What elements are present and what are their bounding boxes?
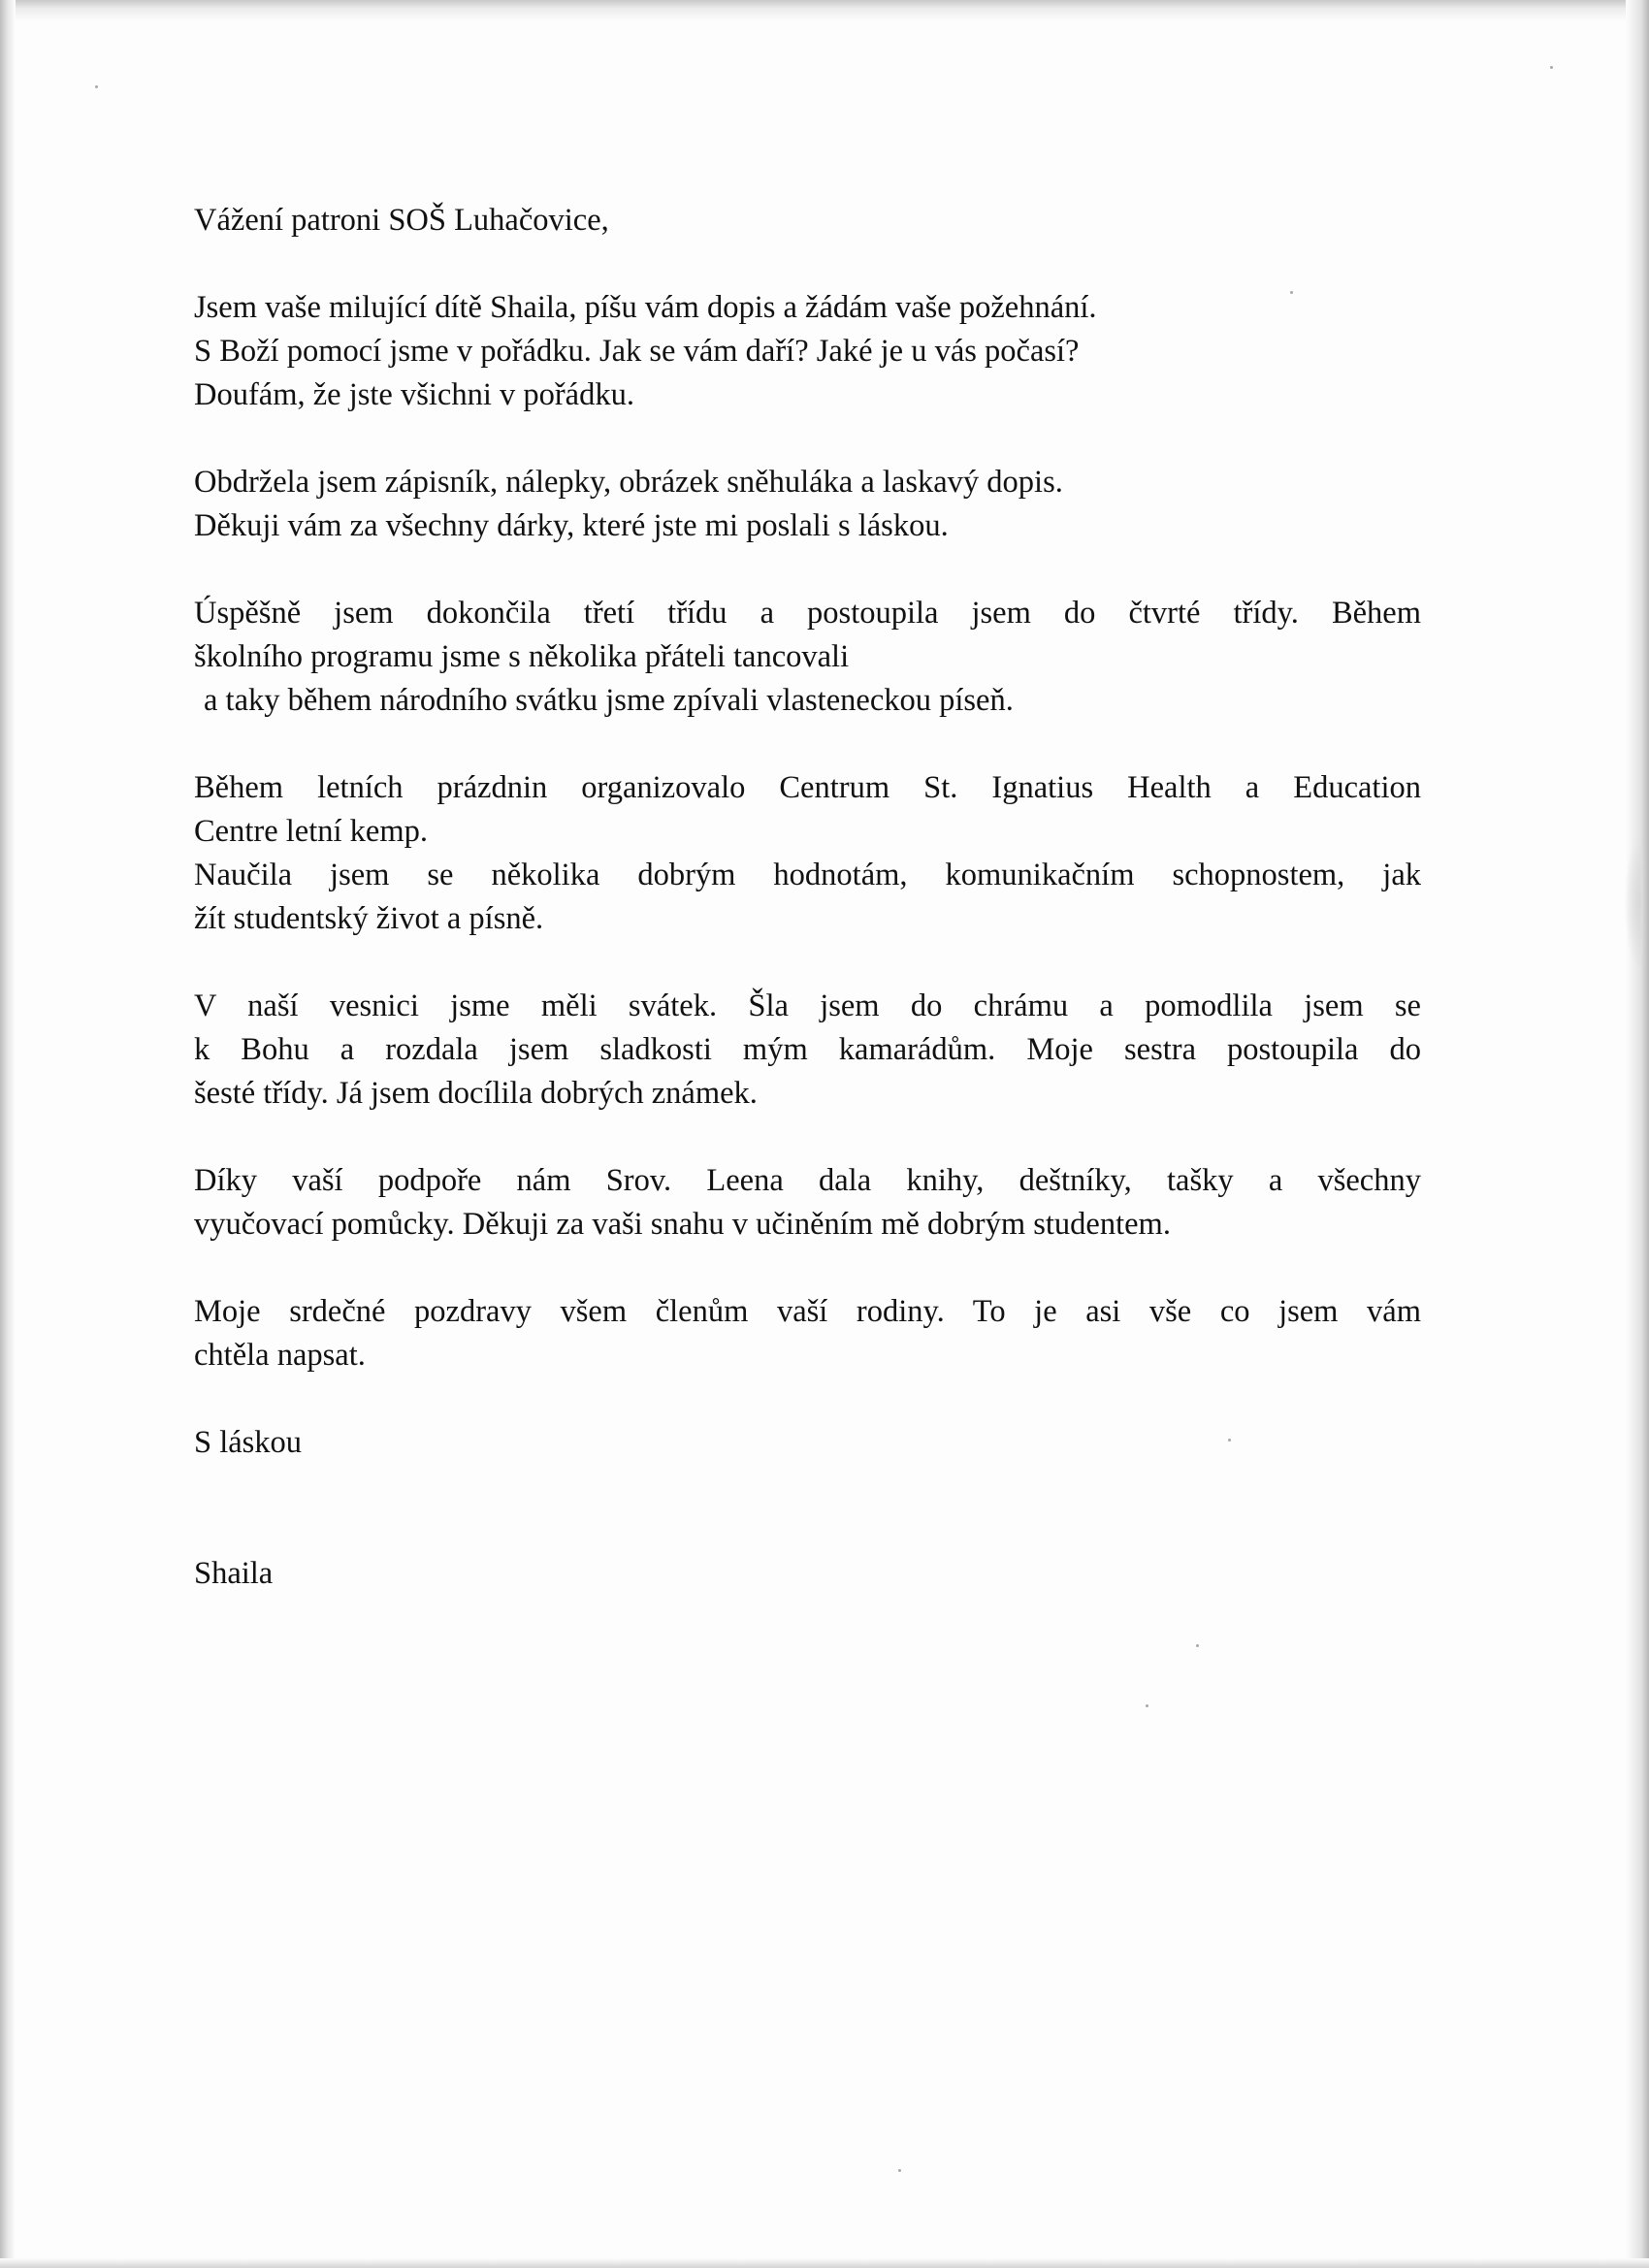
paragraph-line: Během letních prázdnin organizovalo Centrum St. Ignatius Health a Education (194, 770, 1421, 805)
paragraph-line: Děkuji vám za všechny dárky, které jste mi poslali s láskou. (194, 508, 949, 543)
paragraph-line: školního programu jsme s několika přáteli tancovali (194, 639, 850, 674)
paper-edge-right (1626, 0, 1649, 2268)
paragraph-line: šesté třídy. Já jsem docílila dobrých známek. (194, 1076, 758, 1111)
paper-speck (898, 2169, 901, 2172)
paragraph-line: S Boží pomocí jsme v pořádku. Jak se vám daří? Jaké je u vás počasí? (194, 334, 1080, 369)
salutation: Vážení patroni SOŠ Luhačovice, (194, 203, 609, 238)
paper-edge-left (0, 0, 16, 2268)
salutation-block (194, 199, 1421, 243)
paragraph-line: Moje srdečné pozdravy všem členům vaší rodiny. To je asi vše co jsem vám (194, 1294, 1421, 1329)
signature: Shaila (194, 1556, 274, 1591)
paragraph-line: vyučovací pomůcky. Děkuji za vaši snahu v učiněním mě dobrým studentem. (194, 1207, 1171, 1242)
paragraph-line: Naučila jsem se několika dobrým hodnotám, komunikačním schopnostem, jak (194, 858, 1421, 892)
paragraph-line: Úspěšně jsem dokončila třetí třídu a postoupila jsem do čtvrté třídy. Během (194, 596, 1421, 631)
paper-speck (1196, 1644, 1199, 1647)
paragraph (194, 286, 1421, 417)
paragraph (194, 461, 1421, 548)
paragraph (194, 1159, 1421, 1247)
closing-block (194, 1421, 1421, 1465)
closing: S láskou (194, 1425, 303, 1460)
signature-block (194, 1552, 1421, 1596)
paragraph (194, 766, 1421, 941)
paper-speck (1550, 66, 1553, 69)
paragraph-line: V naší vesnici jsme měli svátek. Šla jsem do chrámu a pomodlila jsem se (194, 988, 1421, 1023)
paper-speck (95, 85, 98, 88)
paragraph-line: Obdržela jsem zápisník, nálepky, obrázek sněhuláka a laskavý dopis. (194, 465, 1063, 500)
paper-speck (1146, 1704, 1148, 1707)
paper-edge-wear (1624, 834, 1641, 970)
paragraph-line: Doufám, že jste všichni v pořádku. (194, 377, 634, 412)
paper-edge-top (0, 0, 1649, 21)
paragraph-line: chtěla napsat. (194, 1338, 366, 1373)
paragraph-line: Díky vaší podpoře nám Srov. Leena dala knihy, deštníky, tašky a všechny (194, 1163, 1421, 1198)
paragraph (194, 592, 1421, 723)
letter-body (194, 199, 1421, 1639)
paragraph-line: Centre letní kemp. (194, 814, 428, 849)
paragraph-line: k Bohu a rozdala jsem sladkosti mým kamarádům. Moje sestra postoupila do (194, 1032, 1421, 1067)
paper-edge-bottom (0, 2258, 1649, 2268)
paragraph-line: Jsem vaše milující dítě Shaila, píšu vám dopis a žádám vaše požehnání. (194, 290, 1097, 325)
paragraph-line: a taky během národního svátku jsme zpívali vlasteneckou píseň. (204, 683, 1014, 718)
paragraph (194, 985, 1421, 1116)
paragraph (194, 1290, 1421, 1377)
paragraph-line: žít studentský život a písně. (194, 901, 544, 936)
